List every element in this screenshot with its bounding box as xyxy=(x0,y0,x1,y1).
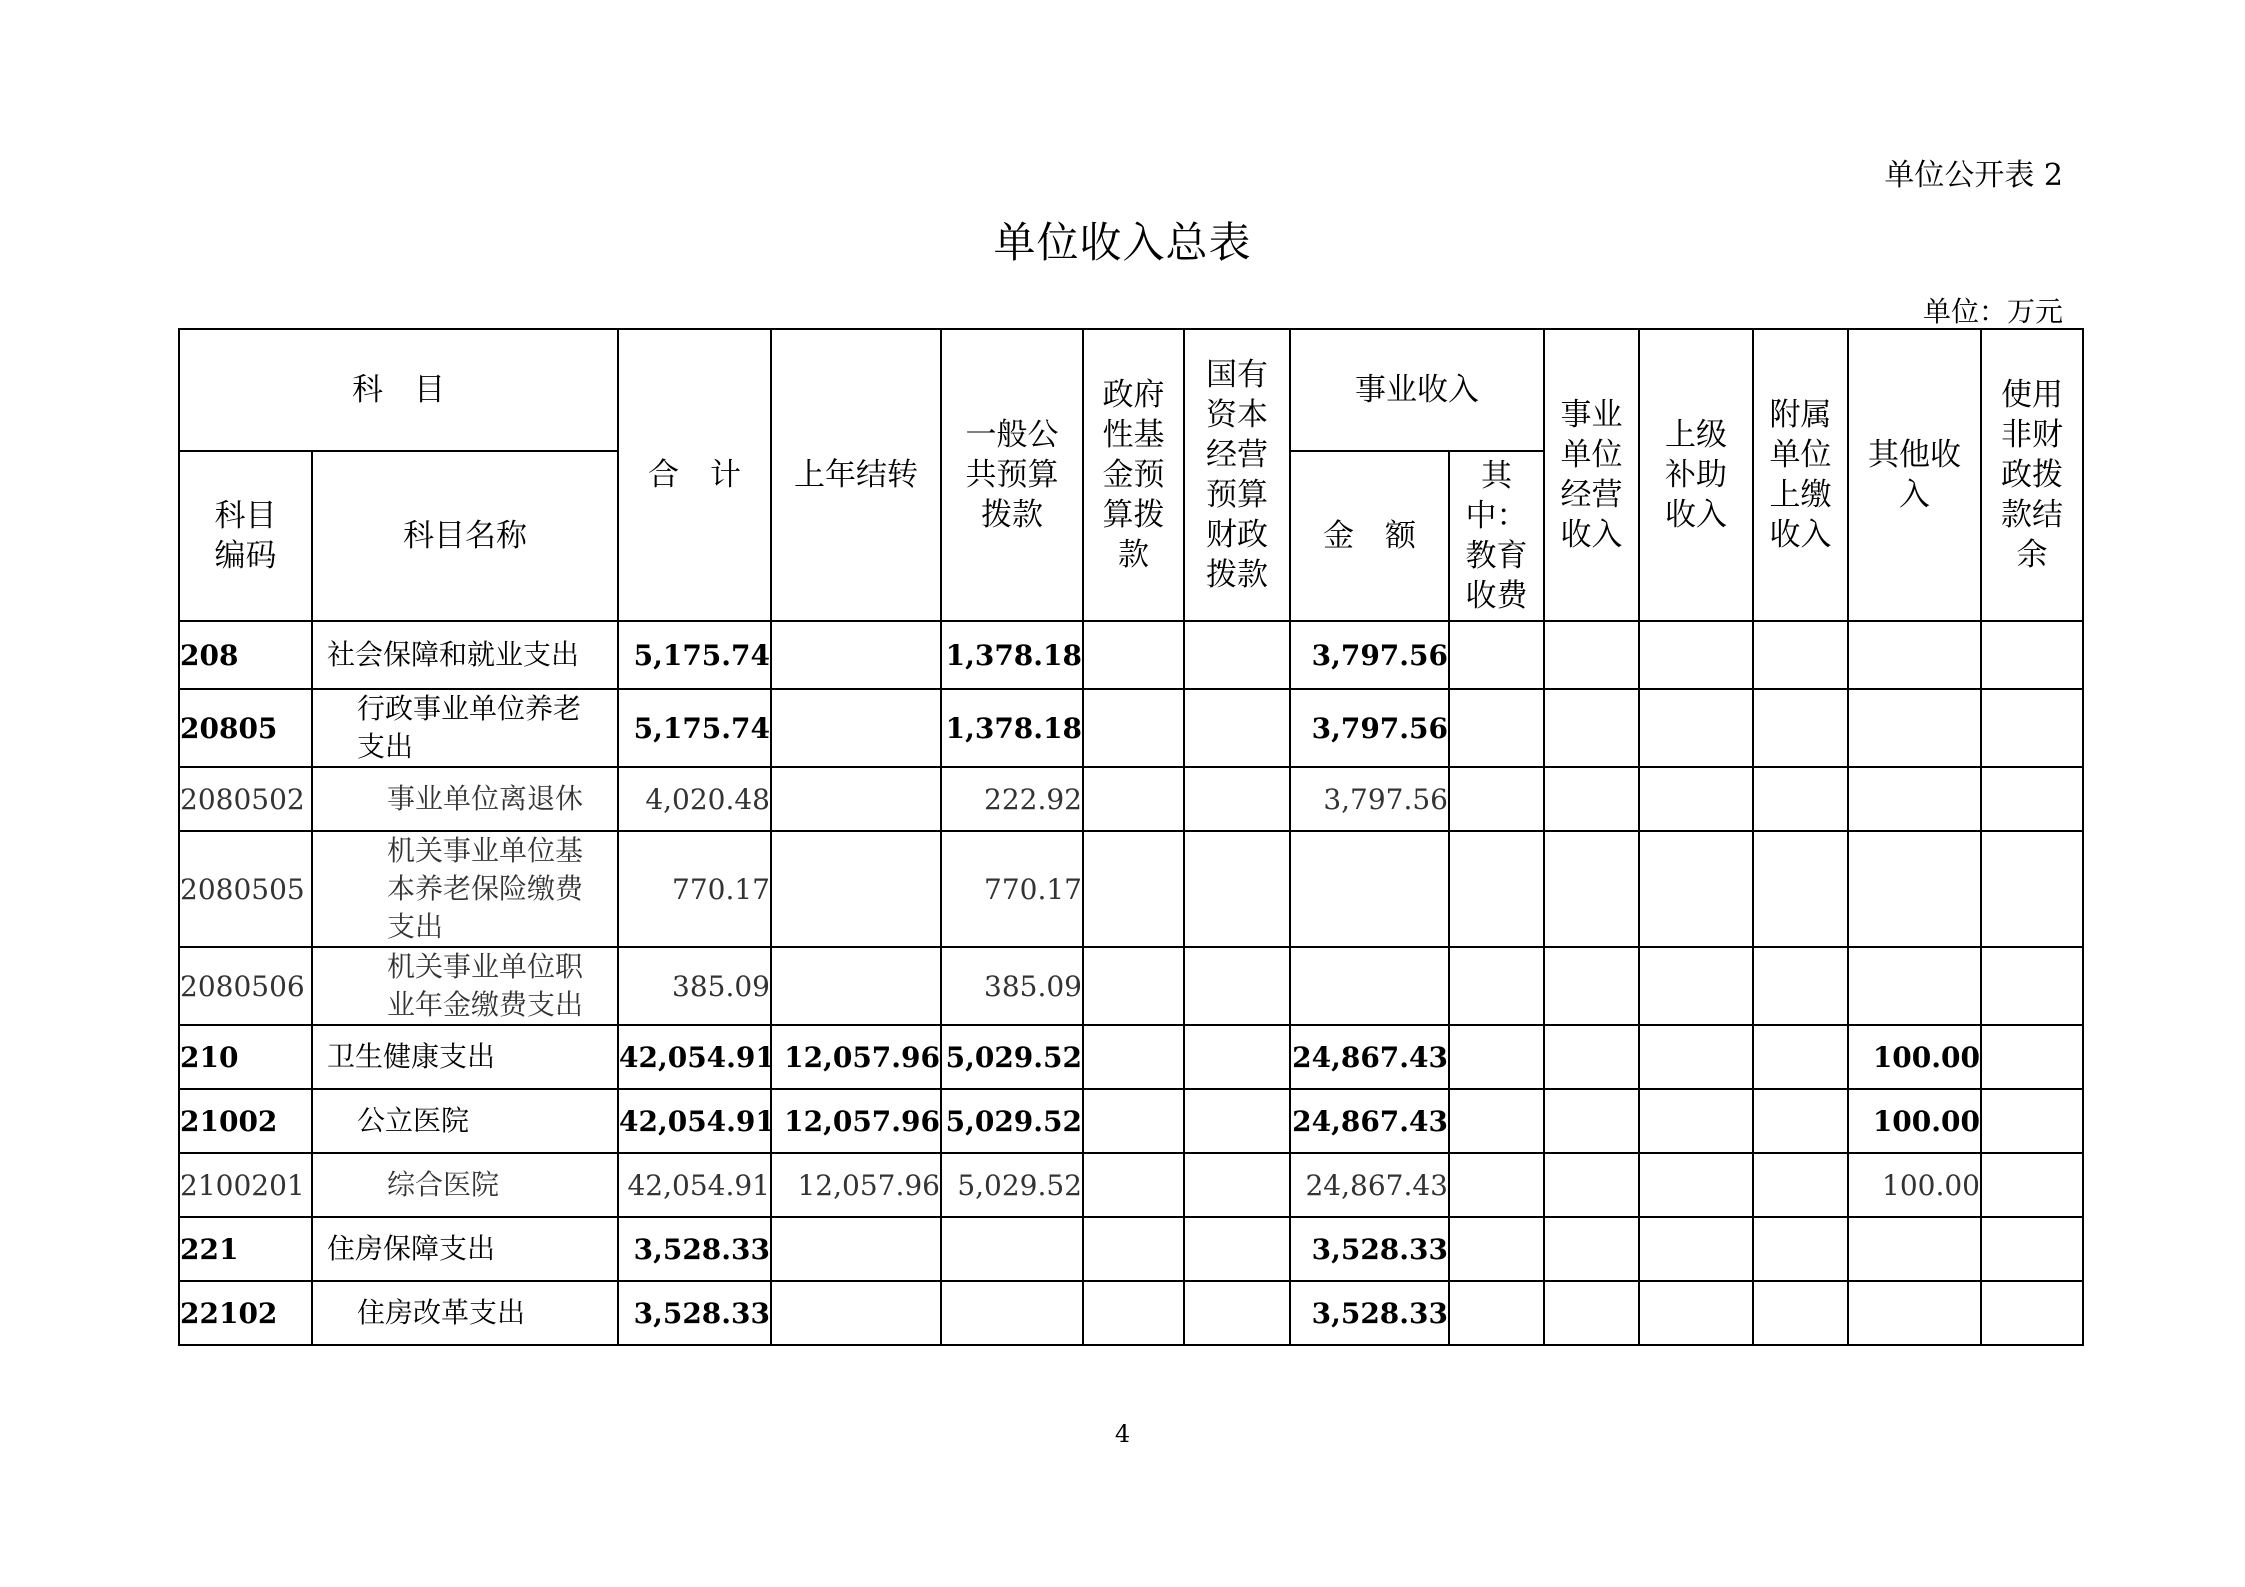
row-non-fiscal-balance xyxy=(1981,1089,2083,1153)
row-affiliated-income xyxy=(1753,947,1848,1025)
header-superior-subsidy: 上级 补助 收入 xyxy=(1639,329,1753,621)
row-state-capital xyxy=(1184,621,1290,689)
row-general-budget: 1,378.18 xyxy=(941,621,1083,689)
table-row xyxy=(179,767,2083,831)
row-other-income xyxy=(1848,621,1981,689)
row-state-capital xyxy=(1184,947,1290,1025)
header-subject: 科 目 xyxy=(179,329,618,451)
row-gov-fund xyxy=(1083,767,1184,831)
row-affiliated-income xyxy=(1753,1217,1848,1281)
row-name: 社会保障和就业支出 xyxy=(312,621,618,689)
row-gov-fund xyxy=(1083,831,1184,947)
row-carryover: 12,057.96 xyxy=(771,1089,941,1153)
row-carryover xyxy=(771,1281,941,1345)
row-general-budget: 5,029.52 xyxy=(941,1153,1083,1217)
row-non-fiscal-balance xyxy=(1981,831,2083,947)
table-row xyxy=(179,1089,2083,1153)
row-superior-subsidy xyxy=(1639,1153,1753,1217)
header-operating-income: 事业 单位 经营 收入 xyxy=(1544,329,1639,621)
row-education-fee xyxy=(1449,1153,1544,1217)
row-code: 2100201 xyxy=(179,1153,312,1217)
row-other-income: 100.00 xyxy=(1848,1025,1981,1089)
row-code: 2080505 xyxy=(179,831,312,947)
row-other-income xyxy=(1848,689,1981,767)
row-superior-subsidy xyxy=(1639,831,1753,947)
row-code: 22102 xyxy=(179,1281,312,1345)
row-total: 5,175.74 xyxy=(618,689,771,767)
row-gov-fund xyxy=(1083,1217,1184,1281)
row-other-income: 100.00 xyxy=(1848,1089,1981,1153)
row-gov-fund xyxy=(1083,947,1184,1025)
row-education-fee xyxy=(1449,1089,1544,1153)
row-affiliated-income xyxy=(1753,767,1848,831)
row-superior-subsidy xyxy=(1639,689,1753,767)
row-gov-fund xyxy=(1083,621,1184,689)
row-amount: 3,528.33 xyxy=(1290,1217,1449,1281)
unit-label: 单位：万元 xyxy=(1922,295,2063,328)
header-non-fiscal-balance: 使用 非财 政拨 款结 余 xyxy=(1981,329,2083,621)
row-affiliated-income xyxy=(1753,1153,1848,1217)
table-row xyxy=(179,947,2083,1025)
row-carryover xyxy=(771,947,941,1025)
header-affiliated-income: 附属 单位 上缴 收入 xyxy=(1753,329,1848,621)
row-operating-income xyxy=(1544,1025,1639,1089)
header-general-budget: 一般公 共预算 拨款 xyxy=(941,329,1083,621)
row-general-budget: 5,029.52 xyxy=(941,1089,1083,1153)
row-education-fee xyxy=(1449,767,1544,831)
header-code: 科目 编码 xyxy=(179,451,312,621)
row-carryover: 12,057.96 xyxy=(771,1025,941,1089)
row-general-budget: 770.17 xyxy=(941,831,1083,947)
row-code: 221 xyxy=(179,1217,312,1281)
row-name: 住房改革支出 xyxy=(312,1281,618,1345)
page-number: 4 xyxy=(1114,1420,1131,1448)
row-name: 机关事业单位职 业年金缴费支出 xyxy=(312,947,618,1025)
row-state-capital xyxy=(1184,1153,1290,1217)
row-state-capital xyxy=(1184,767,1290,831)
row-non-fiscal-balance xyxy=(1981,1217,2083,1281)
row-amount: 24,867.43 xyxy=(1290,1153,1449,1217)
row-general-budget: 1,378.18 xyxy=(941,689,1083,767)
row-other-income xyxy=(1848,831,1981,947)
header-name: 科目名称 xyxy=(312,451,618,621)
row-superior-subsidy xyxy=(1639,1025,1753,1089)
row-total: 3,528.33 xyxy=(618,1217,771,1281)
row-carryover xyxy=(771,767,941,831)
row-code: 20805 xyxy=(179,689,312,767)
income-summary-table xyxy=(178,328,2084,1346)
row-gov-fund xyxy=(1083,1089,1184,1153)
row-state-capital xyxy=(1184,831,1290,947)
row-carryover xyxy=(771,621,941,689)
row-general-budget: 5,029.52 xyxy=(941,1025,1083,1089)
row-general-budget xyxy=(941,1281,1083,1345)
table-body xyxy=(179,621,2083,1345)
row-education-fee xyxy=(1449,1025,1544,1089)
header-carryover: 上年结转 xyxy=(771,329,941,621)
row-state-capital xyxy=(1184,1089,1290,1153)
header-other-income: 其他收 入 xyxy=(1848,329,1981,621)
row-gov-fund xyxy=(1083,1281,1184,1345)
row-total: 42,054.91 xyxy=(618,1025,771,1089)
row-non-fiscal-balance xyxy=(1981,1153,2083,1217)
row-carryover: 12,057.96 xyxy=(771,1153,941,1217)
row-superior-subsidy xyxy=(1639,947,1753,1025)
table-row xyxy=(179,1281,2083,1345)
table-row xyxy=(179,831,2083,947)
row-operating-income xyxy=(1544,767,1639,831)
row-superior-subsidy xyxy=(1639,621,1753,689)
row-state-capital xyxy=(1184,1281,1290,1345)
table-row xyxy=(179,621,2083,689)
row-non-fiscal-balance xyxy=(1981,767,2083,831)
row-superior-subsidy xyxy=(1639,1281,1753,1345)
header-business-income: 事业收入 xyxy=(1290,329,1544,451)
row-amount: 3,797.56 xyxy=(1290,689,1449,767)
document-label: 单位公开表 2 xyxy=(1884,158,2063,193)
row-other-income: 100.00 xyxy=(1848,1153,1981,1217)
row-total: 385.09 xyxy=(618,947,771,1025)
row-total: 3,528.33 xyxy=(618,1281,771,1345)
header-education-fee: 其 中： 教育 收费 xyxy=(1449,451,1544,621)
row-general-budget: 385.09 xyxy=(941,947,1083,1025)
row-non-fiscal-balance xyxy=(1981,1025,2083,1089)
row-total: 42,054.91 xyxy=(618,1153,771,1217)
row-general-budget xyxy=(941,1217,1083,1281)
row-affiliated-income xyxy=(1753,1025,1848,1089)
row-amount xyxy=(1290,831,1449,947)
row-total: 42,054.91 xyxy=(618,1089,771,1153)
row-carryover xyxy=(771,689,941,767)
row-other-income xyxy=(1848,767,1981,831)
row-non-fiscal-balance xyxy=(1981,1281,2083,1345)
row-operating-income xyxy=(1544,1281,1639,1345)
row-gov-fund xyxy=(1083,1153,1184,1217)
row-education-fee xyxy=(1449,947,1544,1025)
row-operating-income xyxy=(1544,831,1639,947)
row-superior-subsidy xyxy=(1639,1217,1753,1281)
row-operating-income xyxy=(1544,1089,1639,1153)
row-total: 4,020.48 xyxy=(618,767,771,831)
row-code: 21002 xyxy=(179,1089,312,1153)
row-name: 卫生健康支出 xyxy=(312,1025,618,1089)
row-name: 事业单位离退休 xyxy=(312,767,618,831)
row-operating-income xyxy=(1544,1153,1639,1217)
row-code: 2080506 xyxy=(179,947,312,1025)
row-other-income xyxy=(1848,1281,1981,1345)
row-amount: 3,528.33 xyxy=(1290,1281,1449,1345)
row-amount: 24,867.43 xyxy=(1290,1025,1449,1089)
row-amount: 3,797.56 xyxy=(1290,767,1449,831)
row-state-capital xyxy=(1184,1217,1290,1281)
row-affiliated-income xyxy=(1753,689,1848,767)
row-code: 208 xyxy=(179,621,312,689)
row-affiliated-income xyxy=(1753,621,1848,689)
row-amount: 3,797.56 xyxy=(1290,621,1449,689)
row-education-fee xyxy=(1449,1217,1544,1281)
row-gov-fund xyxy=(1083,1025,1184,1089)
row-name: 住房保障支出 xyxy=(312,1217,618,1281)
row-name: 机关事业单位基 本养老保险缴费 支出 xyxy=(312,831,618,947)
row-superior-subsidy xyxy=(1639,1089,1753,1153)
header-amount: 金 额 xyxy=(1290,451,1449,621)
row-code: 210 xyxy=(179,1025,312,1089)
row-non-fiscal-balance xyxy=(1981,947,2083,1025)
row-total: 5,175.74 xyxy=(618,621,771,689)
table-row xyxy=(179,1153,2083,1217)
row-education-fee xyxy=(1449,621,1544,689)
row-affiliated-income xyxy=(1753,1089,1848,1153)
row-gov-fund xyxy=(1083,689,1184,767)
header-gov-fund: 政府 性基 金预 算拨 款 xyxy=(1083,329,1184,621)
row-non-fiscal-balance xyxy=(1981,621,2083,689)
row-other-income xyxy=(1848,947,1981,1025)
row-other-income xyxy=(1848,1217,1981,1281)
table-row xyxy=(179,689,2083,767)
row-total: 770.17 xyxy=(618,831,771,947)
row-affiliated-income xyxy=(1753,1281,1848,1345)
row-operating-income xyxy=(1544,1217,1639,1281)
row-amount xyxy=(1290,947,1449,1025)
table-row xyxy=(179,1217,2083,1281)
row-carryover xyxy=(771,1217,941,1281)
row-operating-income xyxy=(1544,947,1639,1025)
row-state-capital xyxy=(1184,1025,1290,1089)
row-amount: 24,867.43 xyxy=(1290,1089,1449,1153)
row-education-fee xyxy=(1449,1281,1544,1345)
header-state-capital: 国有 资本 经营 预算 财政 拨款 xyxy=(1184,329,1290,621)
row-name: 公立医院 xyxy=(312,1089,618,1153)
row-education-fee xyxy=(1449,831,1544,947)
row-name: 行政事业单位养老 支出 xyxy=(312,689,618,767)
row-superior-subsidy xyxy=(1639,767,1753,831)
row-operating-income xyxy=(1544,621,1639,689)
row-affiliated-income xyxy=(1753,831,1848,947)
row-code: 2080502 xyxy=(179,767,312,831)
row-name: 综合医院 xyxy=(312,1153,618,1217)
row-carryover xyxy=(771,831,941,947)
page-title: 单位收入总表 xyxy=(993,218,1252,267)
row-general-budget: 222.92 xyxy=(941,767,1083,831)
row-education-fee xyxy=(1449,689,1544,767)
row-operating-income xyxy=(1544,689,1639,767)
table-row xyxy=(179,1025,2083,1089)
header-total: 合 计 xyxy=(618,329,771,621)
row-non-fiscal-balance xyxy=(1981,689,2083,767)
row-state-capital xyxy=(1184,689,1290,767)
